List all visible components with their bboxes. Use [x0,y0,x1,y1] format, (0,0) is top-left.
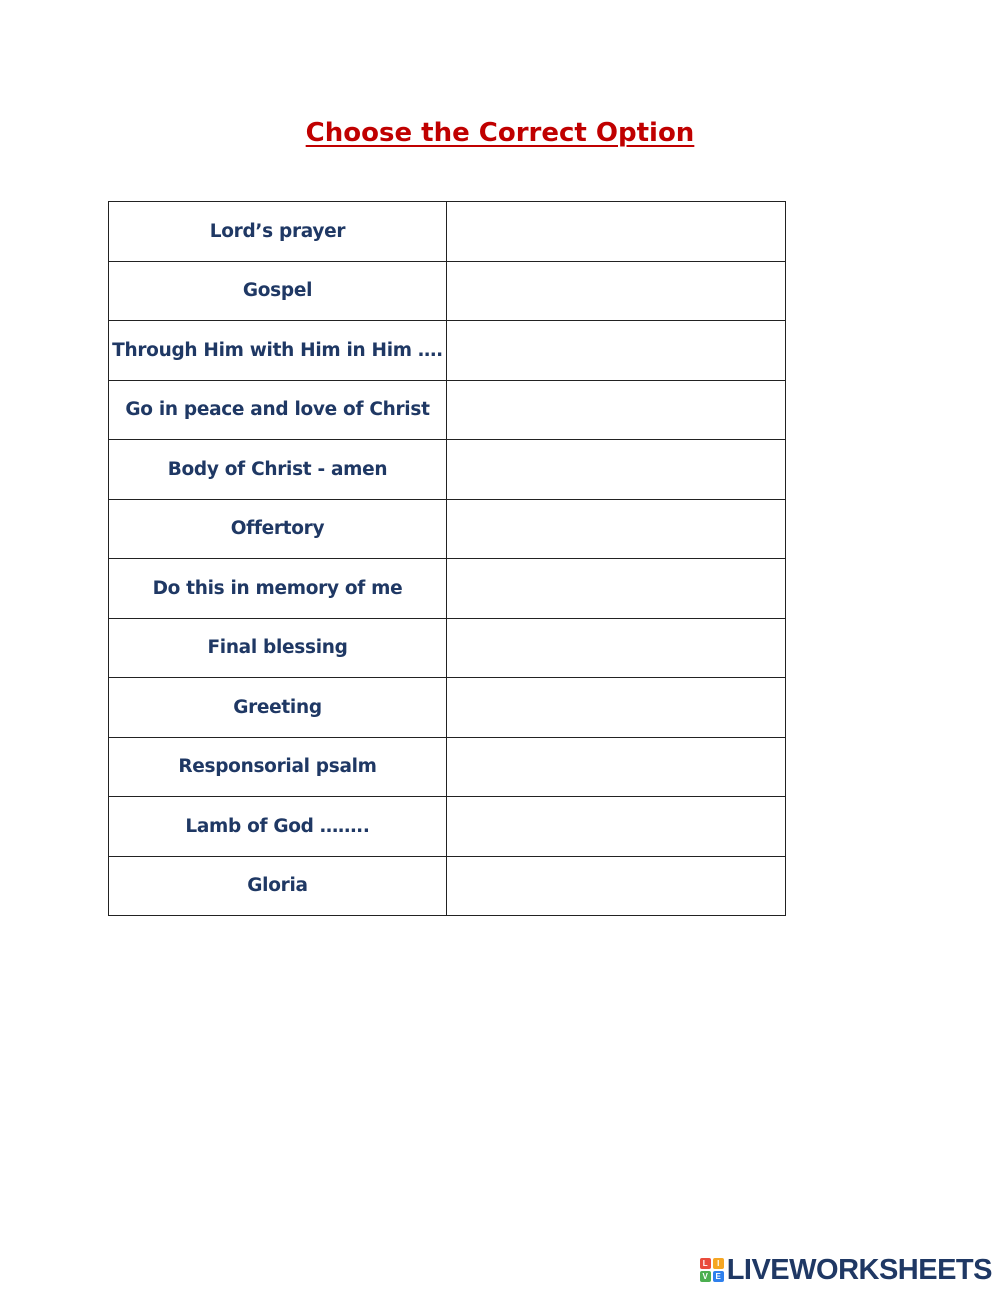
term-cell: Gloria [109,856,447,916]
term-cell: Greeting [109,678,447,738]
table-row [109,440,786,500]
logo-text: LIVEWORKSHEETS [726,1254,992,1286]
liveworksheets-logo [700,1255,992,1285]
table-row [109,618,786,678]
term-cell: Lord’s prayer [109,202,447,262]
logo-block: L [700,1258,711,1269]
answer-cell[interactable] [447,797,786,857]
table-row [109,856,786,916]
term-cell: Body of Christ - amen [109,440,447,500]
table-row [109,261,786,321]
term-cell: Lamb of God …….. [109,797,447,857]
answer-cell[interactable] [447,737,786,797]
answer-cell[interactable] [447,856,786,916]
table-row [109,202,786,262]
answer-cell[interactable] [447,559,786,619]
logo-block: V [700,1271,711,1282]
term-cell: Go in peace and love of Christ [109,380,447,440]
term-cell: Through Him with Him in Him …. [109,321,447,381]
term-cell: Final blessing [109,618,447,678]
answer-cell[interactable] [447,321,786,381]
answer-cell[interactable] [447,440,786,500]
table-row [109,797,786,857]
matching-table [108,201,786,916]
term-cell: Responsorial psalm [109,737,447,797]
answer-cell[interactable] [447,618,786,678]
table-row [109,678,786,738]
answer-cell[interactable] [447,678,786,738]
worksheet-title: Choose the Correct Option [305,118,695,148]
table-row [109,380,786,440]
term-cell: Offertory [109,499,447,559]
table-row [109,559,786,619]
answer-cell[interactable] [447,261,786,321]
answer-cell[interactable] [447,499,786,559]
term-cell: Do this in memory of me [109,559,447,619]
table-row [109,321,786,381]
table-row [109,499,786,559]
term-cell: Gospel [109,261,447,321]
logo-block: I [713,1258,724,1269]
logo-blocks-icon [700,1258,724,1282]
table-row [109,737,786,797]
logo-block: E [713,1271,724,1282]
answer-cell[interactable] [447,202,786,262]
answer-cell[interactable] [447,380,786,440]
